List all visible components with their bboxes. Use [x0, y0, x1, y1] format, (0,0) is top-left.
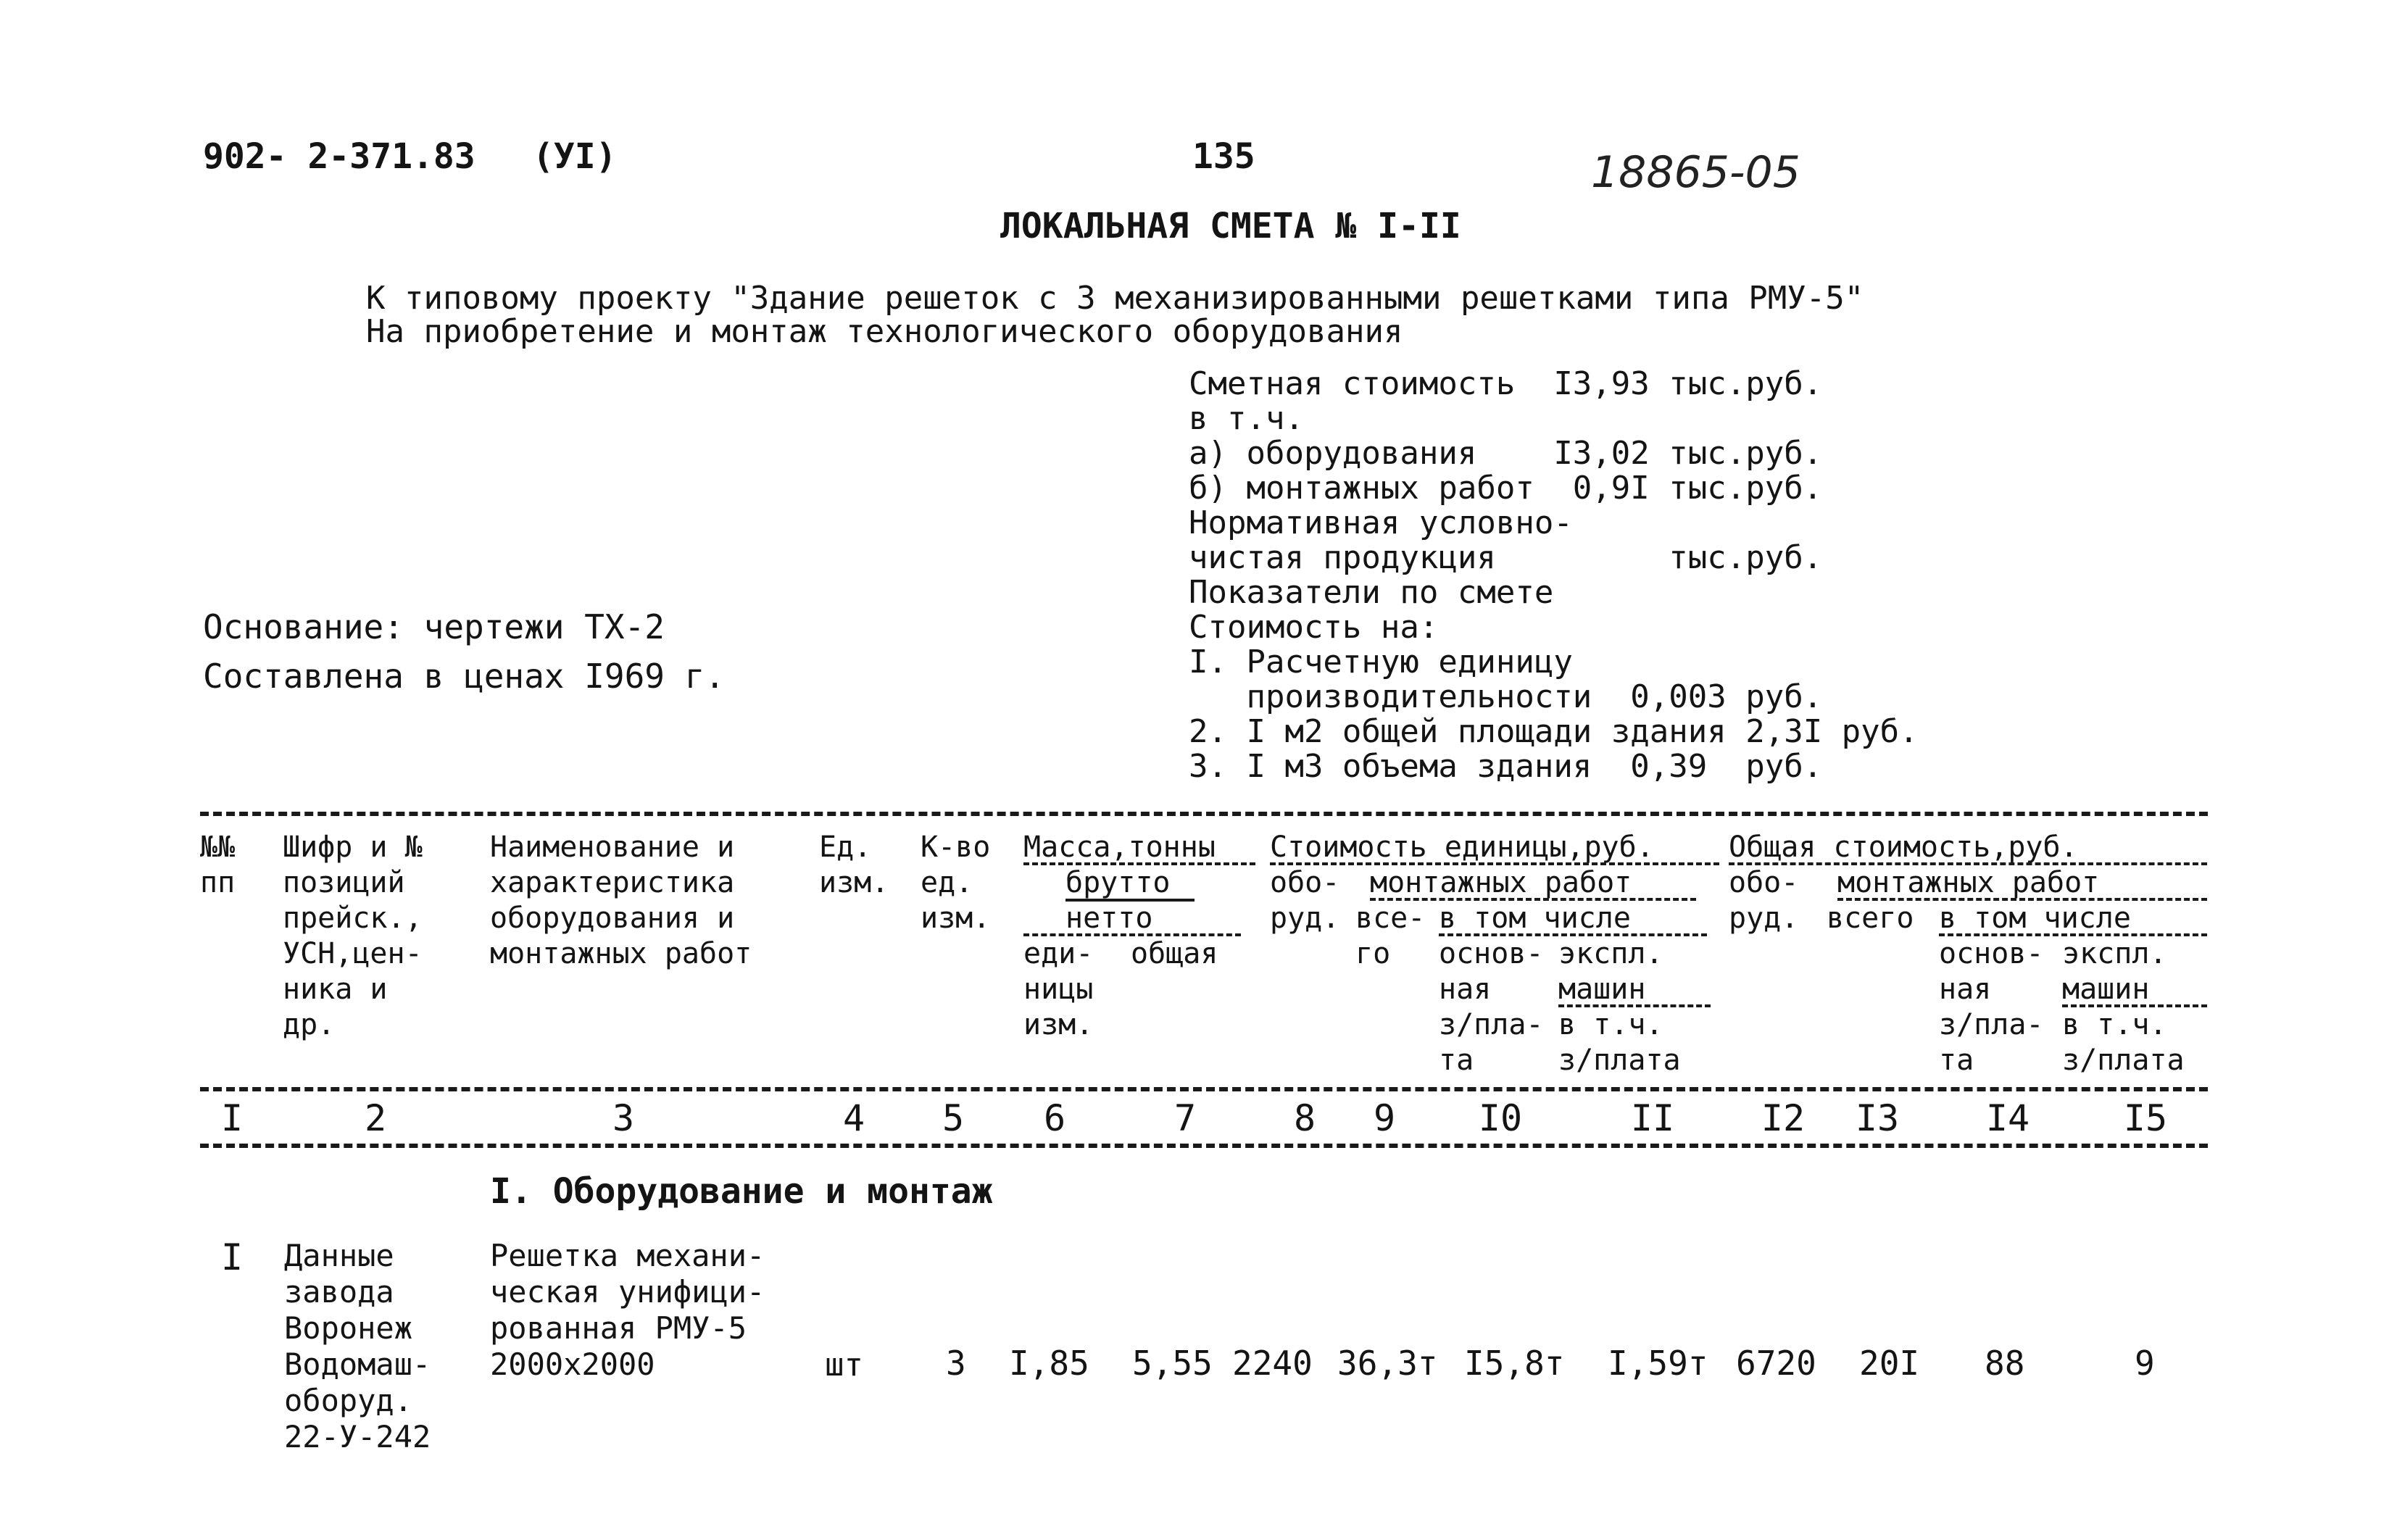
header-mass-netto: нетто [1065, 902, 1153, 935]
summary-line: б) монтажных работ 0,9I тыс.руб. [1189, 470, 1823, 507]
header-unit-equipment: обо- руд. [1270, 866, 1340, 935]
header-rule [1370, 898, 1696, 901]
header-total-machines: экспл. машин в т.ч. з/плата [2062, 937, 2185, 1077]
header-unit-base-pay: основ- ная з/пла- та [1439, 937, 1544, 1077]
row-total-base-pay: 88 [1985, 1344, 2025, 1383]
row-mass-total: 5,55 [1132, 1344, 1213, 1383]
summary-line: Стоимость на: [1189, 609, 1439, 646]
header-total-equipment: обо- руд. [1729, 866, 1799, 935]
page-number: 135 [1192, 136, 1255, 177]
column-number: 4 [842, 1097, 865, 1139]
row-unit: шт [825, 1347, 863, 1383]
header-quantity: К-во ед. изм. [921, 831, 991, 935]
column-number: I0 [1478, 1097, 1523, 1139]
section-title: I. Оборудование и монтаж [490, 1171, 993, 1212]
header-mass-unit: еди- ницы изм. [1023, 937, 1094, 1041]
summary-line: чистая продукция тыс.руб. [1189, 539, 1823, 576]
project-line: К типовому проекту "Здание решеток с 3 механизированными решетками типа РМУ-5" [366, 280, 1864, 317]
header-rule [2062, 1004, 2207, 1007]
row-unit-machines: I,59т [1608, 1344, 1708, 1383]
header-rule [1558, 1004, 1711, 1007]
column-number: I [220, 1097, 244, 1139]
summary-line: I. Расчетную единицу [1189, 644, 1573, 680]
basis-text: Основание: чертежи ТХ-2 [203, 607, 665, 646]
header-rule [1270, 862, 1719, 865]
row-unit-all: 36,3т [1337, 1344, 1438, 1383]
page-title: ЛОКАЛЬНАЯ СМЕТА № I-II [1000, 206, 1461, 246]
row-code: Данные завода Воронеж Водомаш- оборуд. 22-У-242 [284, 1238, 431, 1454]
header-code: Шифр и № позиций прейск., УСН,цен- ника и др. [283, 831, 423, 1041]
header-mass-total: общая [1131, 937, 1218, 970]
table-top-rule [200, 812, 2208, 816]
header-total-installation: монтажных работ [1837, 866, 2100, 899]
column-number: I5 [2123, 1097, 2168, 1139]
purpose-line: На приобретение и монтаж технологического оборудования [366, 313, 1403, 350]
summary-line: в т.ч. [1189, 400, 1304, 437]
row-unit-base-pay: I5,8т [1464, 1344, 1565, 1383]
row-total-machines: 9 [2135, 1344, 2155, 1383]
header-mass-title: Масса,тонны [1023, 831, 1216, 864]
handwritten-number: 18865-05 [1591, 147, 1800, 198]
column-number: 2 [364, 1097, 387, 1139]
header-bottom-rule [200, 1087, 2208, 1091]
document-code: 902- 2-371.83 [203, 136, 475, 177]
header-mass-brutto: брутто [1065, 866, 1171, 899]
header-unit-all: все- го [1355, 902, 1426, 970]
column-number: 8 [1293, 1097, 1316, 1139]
header-total-base-pay: основ- ная з/пла- та [1939, 937, 2044, 1077]
column-number: 7 [1173, 1097, 1197, 1139]
header-unit-installation: монтажных работ [1370, 866, 1632, 899]
summary-line: а) оборудования I3,02 тыс.руб. [1189, 435, 1823, 472]
column-number: 6 [1043, 1097, 1066, 1139]
summary-line: 3. I м3 объема здания 0,39 руб. [1189, 748, 1823, 785]
row-number: I [220, 1236, 244, 1278]
header-rule [1729, 862, 2207, 865]
column-numbers-rule [200, 1144, 2208, 1148]
row-total-equipment: 6720 [1736, 1344, 1816, 1383]
header-unit: Ед. изм. [819, 831, 889, 899]
header-rule [1837, 898, 2207, 901]
row-unit-equipment: 2240 [1232, 1344, 1313, 1383]
header-rule [1023, 933, 1241, 936]
header-total-cost-title: Общая стоимость,руб. [1729, 831, 2078, 864]
column-number: II [1630, 1097, 1675, 1139]
column-number: I4 [1985, 1097, 2030, 1139]
column-number: 3 [612, 1097, 635, 1139]
row-quantity: 3 [946, 1344, 966, 1383]
header-unit-cost-title: Стоимость единицы,руб. [1270, 831, 1654, 864]
album-number: (УI) [533, 136, 617, 177]
header-total-all: всего [1827, 902, 1914, 935]
column-number: I2 [1761, 1097, 1806, 1139]
header-row-number: №№ пп [200, 831, 236, 899]
header-rule [1439, 933, 1707, 936]
row-mass-unit: I,85 [1009, 1344, 1089, 1383]
header-name: Наименование и характеристика оборудования и монтажных работ [490, 831, 752, 970]
column-number: 9 [1373, 1097, 1396, 1139]
prices-year-text: Составлена в ценах I969 г. [203, 657, 726, 696]
row-total-all: 20I [1859, 1344, 1920, 1383]
summary-line: 2. I м2 общей площади здания 2,3I руб. [1189, 713, 1919, 750]
row-name: Решетка механи- ческая унифици- рованная РМУ-5 2000х2000 [490, 1238, 765, 1382]
header-unit-including: в том числе [1439, 902, 1631, 935]
column-number: I3 [1855, 1097, 1900, 1139]
column-number: 5 [942, 1097, 965, 1139]
summary-line: Сметная стоимость I3,93 тыс.руб. [1189, 365, 1823, 402]
summary-line: производительности 0,003 руб. [1189, 678, 1823, 715]
header-total-including: в том числе [1939, 902, 2131, 935]
header-unit-machines: экспл. машин в т.ч. з/плата [1558, 937, 1681, 1077]
header-rule [1023, 862, 1255, 865]
header-rule [1939, 933, 2207, 936]
summary-line: Нормативная условно- [1189, 504, 1573, 541]
summary-line: Показатели по смете [1189, 574, 1554, 611]
